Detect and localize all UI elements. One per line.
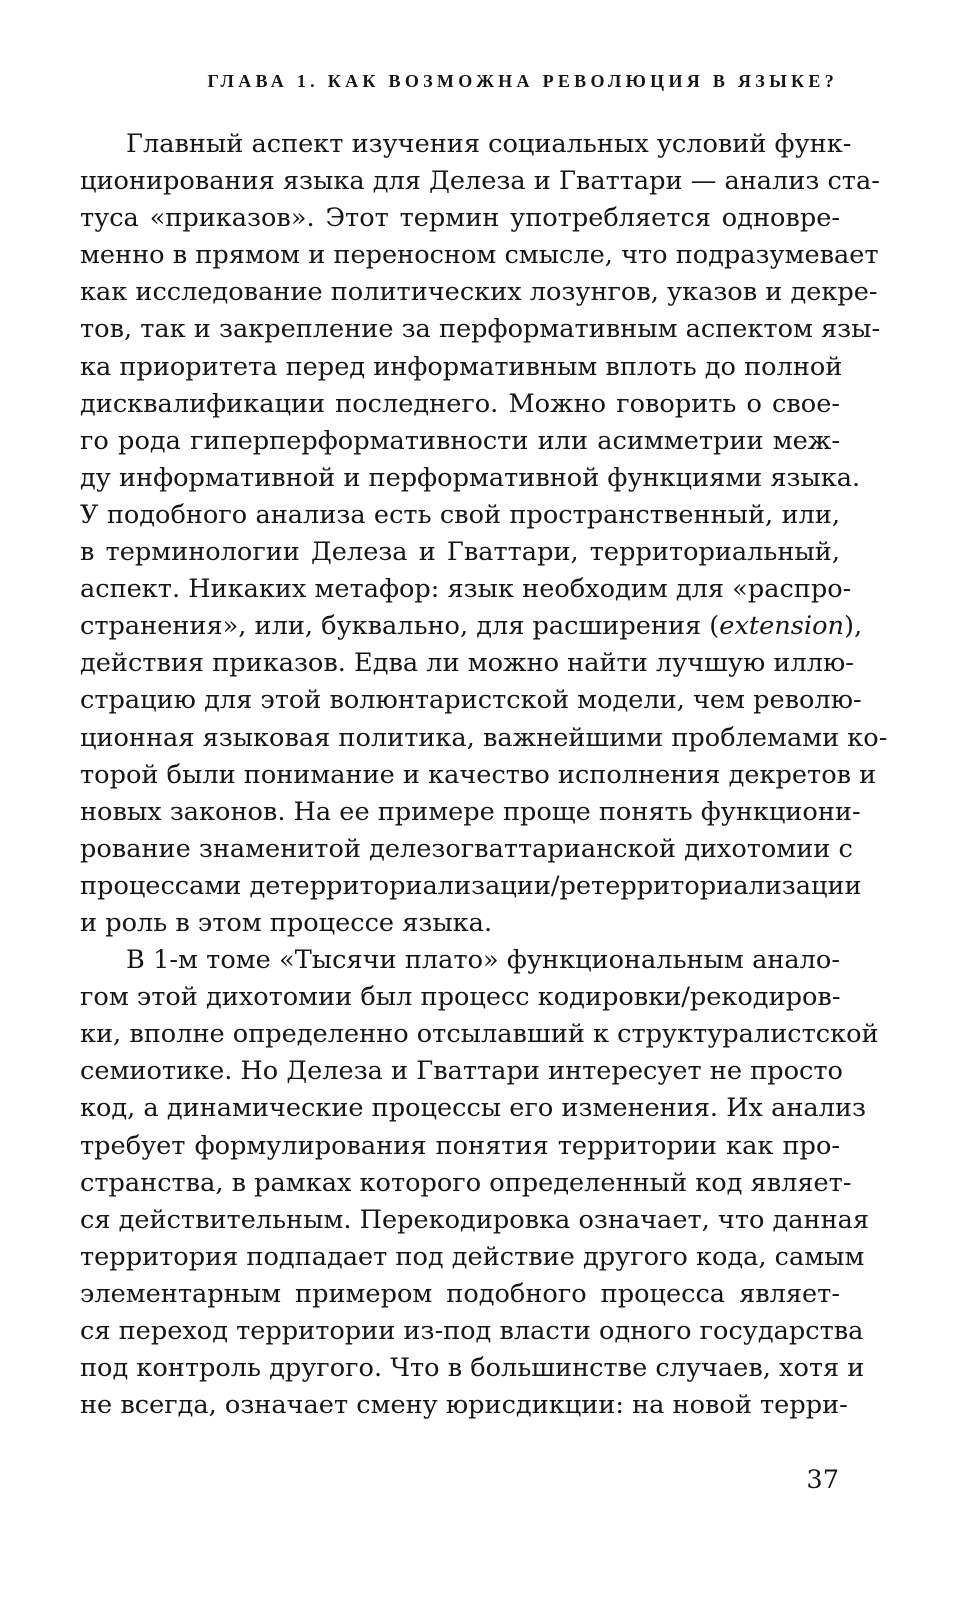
text-line: У подобного анализа есть свой пространственный, или, xyxy=(80,499,840,530)
text-line: и роль в этом процессе языка. xyxy=(80,907,493,938)
text-line: Главный аспект изучения социальных условий функ- xyxy=(126,129,852,159)
text-line: рование знаменитой делезогваттарианской дихотомии с xyxy=(80,833,853,864)
text-line: код, а динамические процессы его изменения. Их анализ xyxy=(80,1093,866,1124)
text-line: ционирования языка для Делеза и Гваттари — анализ ста- xyxy=(80,166,880,197)
paragraph-2 xyxy=(80,942,879,1424)
text-line: под контроль другого. Что в большинстве случаев, хотя и xyxy=(80,1353,865,1384)
body-text xyxy=(80,126,888,1424)
text-line: ду информативной и перформативной функциями языка. xyxy=(80,462,861,493)
text-line: требует формулирования понятия территории как про- xyxy=(80,1130,840,1161)
text-line: ка приоритета перед информативным вплоть до полной xyxy=(80,351,843,382)
text-line: ки, вполне определенно отсылавший к структуралистской xyxy=(80,1019,879,1050)
text-line: дисквалификации последнего. Можно говорить о свое- xyxy=(80,388,840,419)
text-line: странения», или, буквально, для расширения (extension), xyxy=(80,611,863,642)
text-line: странства, в рамках которого определенный код являет- xyxy=(80,1167,852,1198)
text-line: ся действительным. Перекодировка означает, что данная xyxy=(80,1204,870,1235)
running-header: ГЛАВА 1. КАК ВОЗМОЖНА РЕВОЛЮЦИЯ В ЯЗЫКЕ? xyxy=(207,71,838,91)
text-line: ционная языковая политика, важнейшими проблемами ко- xyxy=(80,722,888,753)
page-number: 37 xyxy=(806,1465,839,1495)
text-line: как исследование политических лозунгов, указов и декре- xyxy=(80,277,878,308)
text-line: территория подпадает под действие другого кода, самым xyxy=(80,1241,865,1272)
text-line: туса «приказов». Этот термин употребляется одновре- xyxy=(80,203,840,234)
text-line: гом этой дихотомии был процесс кодировки/рекодиров- xyxy=(80,982,841,1013)
text-line: менно в прямом и переносном смысле, что подразумевает xyxy=(80,240,879,271)
text-line: страцию для этой волюнтаристской модели, чем револю- xyxy=(80,685,862,716)
text-line: семиотике. Но Делеза и Гваттари интересует не просто xyxy=(80,1056,843,1087)
text-line: элементарным примером подобного процесса являет- xyxy=(80,1278,840,1309)
text-line: новых законов. На ее примере проще понять функциони- xyxy=(80,796,861,827)
text-line: процессами детерриториализации/ретерриториализации xyxy=(80,870,862,901)
text-line: В 1-м томе «Тысячи плато» функциональным анало- xyxy=(126,945,840,976)
paragraph-1 xyxy=(80,126,888,942)
text-line: не всегда, означает смену юрисдикции: на новой терри- xyxy=(80,1390,848,1421)
text-line: го рода гиперперформативности или асимметрии меж- xyxy=(80,425,840,456)
text-line: торой были понимание и качество исполнения декретов и xyxy=(80,759,877,790)
text-line: в терминологии Делеза и Гваттари, территориальный, xyxy=(80,537,840,568)
text-line: аспект. Никаких метафор: язык необходим для «распро- xyxy=(80,574,852,605)
text-line: действия приказов. Едва ли можно найти лучшую иллю- xyxy=(80,648,854,679)
text-line: ся переход территории из-под власти одного государства xyxy=(80,1316,864,1346)
text-line: тов, так и закрепление за перформативным аспектом язы- xyxy=(80,314,881,345)
